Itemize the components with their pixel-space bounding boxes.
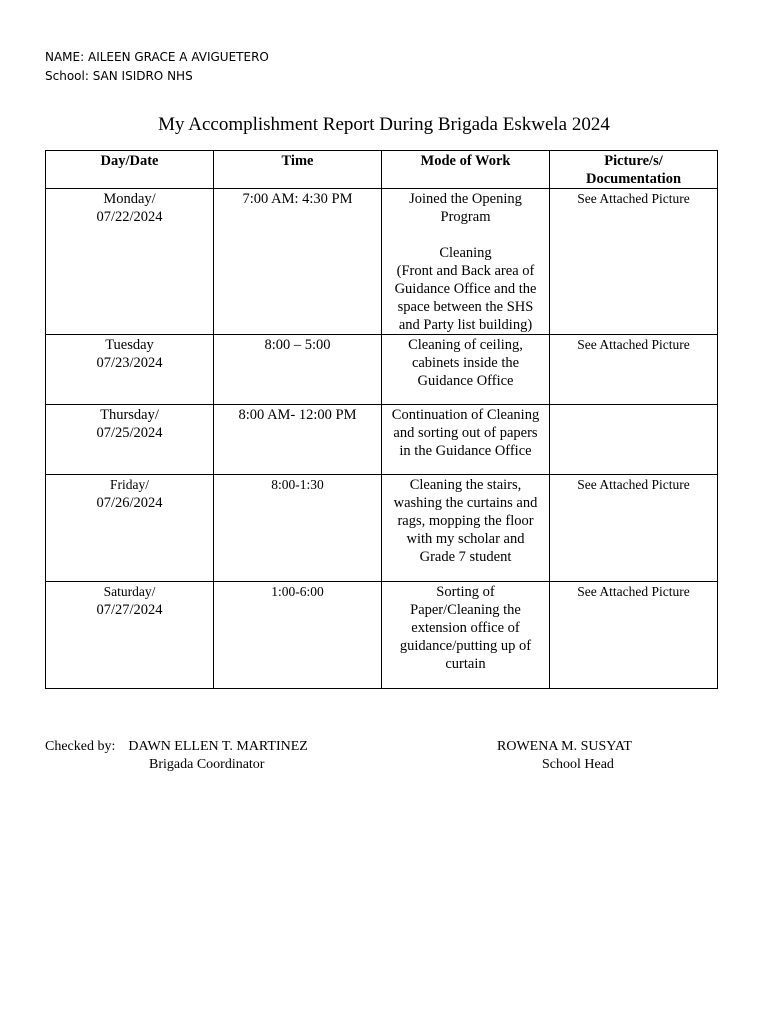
header-day-date: Day/Date [46,151,214,189]
documentation-cell [550,405,718,475]
header-mode-of-work: Mode of Work [382,151,550,189]
work-line: Continuation of Cleaning [391,407,540,423]
day-text: Monday/ [103,191,156,207]
table-row [46,582,718,689]
work-cell [382,189,550,335]
day-date-cell [46,582,214,689]
date-text: 07/27/2024 [96,602,163,618]
work-line: cabinets inside the [411,355,520,371]
work-line: in the Guidance Office [399,443,532,459]
day-date-cell [46,475,214,582]
day-text: Friday/ [110,477,149,492]
date-text: 07/22/2024 [96,209,163,225]
work-line: Cleaning the stairs, [409,477,522,493]
work-cell [382,405,550,475]
time-cell: 8:00-1:30 [214,475,382,582]
work-line: washing the curtains and [393,495,538,511]
time-cell: 8:00 – 5:00 [214,335,382,405]
table-row [46,335,718,405]
date-text: 07/23/2024 [96,355,163,371]
time-cell: 1:00-6:00 [214,582,382,689]
header-documentation-line2: Documentation [585,171,682,187]
work-line: with my scholar and [406,531,525,547]
day-text: Tuesday [105,337,154,353]
date-text: 07/25/2024 [96,425,163,441]
checker-name: DAWN ELLEN T. MARTINEZ [128,739,308,754]
table-row [46,475,718,582]
table-header-row [46,151,718,189]
work-cell [382,475,550,582]
day-date-cell [46,335,214,405]
school-head-role: School Head [542,757,614,772]
table-row [46,405,718,475]
documentation-cell: See Attached Picture [550,475,718,582]
work-line: and sorting out of papers [393,425,538,441]
documentation-cell: See Attached Picture [550,582,718,689]
checked-by-label: Checked by: [45,739,116,754]
header-info [45,48,269,86]
name-line: NAME: AILEEN GRACE A AVIGUETERO [45,50,269,64]
day-date-cell [46,405,214,475]
time-cell: 8:00 AM- 12:00 PM [214,405,382,475]
work-line: Sorting of [436,584,495,600]
work-line: rags, mopping the floor [397,513,534,529]
checker-role: Brigada Coordinator [149,757,265,772]
work-line: Guidance Office and the [394,281,537,297]
accomplishment-table [45,150,718,689]
work-line: guidance/putting up of [399,638,532,654]
work-cell [382,582,550,689]
work-line: Cleaning of ceiling, [408,337,523,353]
work-line: space between the SHS [397,299,534,315]
work-line: Joined the Opening [409,191,522,207]
work-line: Grade 7 student [419,549,512,565]
work-line: extension office of [411,620,520,636]
table-row [46,189,718,335]
header-documentation [550,151,718,189]
day-text: Saturday/ [103,584,156,599]
work-cell [382,335,550,405]
checked-by-block [45,738,308,756]
header-documentation-line1: Picture/s/ [604,153,663,169]
work-line: (Front and Back area of [396,263,535,279]
time-cell: 7:00 AM: 4:30 PM [214,189,382,335]
documentation-cell: See Attached Picture [550,189,718,335]
work-line: Program [440,209,491,225]
school-line: School: SAN ISIDRO NHS [45,69,193,83]
date-text: 07/26/2024 [96,495,163,511]
day-date-cell [46,189,214,335]
page-title: My Accomplishment Report During Brigada Eskwela 2024 [158,114,610,135]
work-line: Paper/Cleaning the [410,602,521,618]
day-text: Thursday/ [100,407,159,423]
work-line: and Party list building) [398,317,533,333]
documentation-cell: See Attached Picture [550,335,718,405]
school-head-name: ROWENA M. SUSYAT [497,739,632,754]
header-time: Time [214,151,382,189]
work-line: curtain [445,656,486,672]
work-line: Cleaning [439,245,492,261]
work-line: Guidance Office [417,373,514,389]
